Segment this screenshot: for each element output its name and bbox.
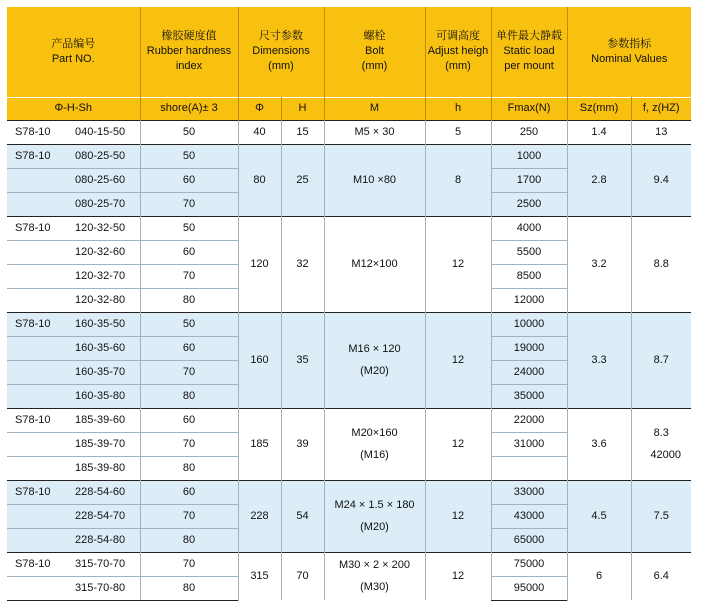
part-number-cell (7, 528, 140, 552)
part-number-cell (7, 168, 140, 192)
h-cell: 25 (281, 144, 324, 216)
part-number-cell (7, 264, 140, 288)
subheader-bolt-m: M (324, 97, 425, 120)
bolt-line: M12×100 (351, 258, 398, 270)
part-number-cell (7, 288, 140, 312)
header-rubber-hardness: 橡胶硬度值 Rubber hardness index (140, 7, 238, 97)
shore-cell: 60 (140, 408, 238, 432)
fz-cell (631, 144, 691, 216)
table-row (7, 216, 691, 240)
header-part-no: 产品编号 Part NO. (7, 7, 140, 97)
h-cell: 15 (281, 120, 324, 144)
shore-cell: 80 (140, 456, 238, 480)
part-series: S78-10 (15, 125, 51, 138)
subheader-h: H (281, 97, 324, 120)
part-number-cell (7, 384, 140, 408)
fz-line: 42000 (650, 449, 681, 461)
load-cell: 35000 (491, 384, 567, 408)
part-code: 120-32-60 (75, 245, 126, 258)
bolt-line: M16 × 120 (348, 343, 401, 355)
part-code: 160-35-70 (75, 365, 126, 378)
part-code: 228-54-60 (75, 485, 126, 498)
load-cell: 43000 (491, 504, 567, 528)
bolt-cell (324, 216, 425, 312)
part-code: 080-25-50 (75, 149, 126, 162)
adjust-cell: 12 (425, 216, 491, 312)
header-nominal-values: 参数指标 Nominal Values (567, 7, 691, 97)
part-code: 185-39-80 (75, 461, 126, 474)
part-code: 228-54-70 (75, 509, 126, 522)
fz-cell (631, 480, 691, 552)
bolt-line: M30 × 2 × 200 (339, 559, 410, 572)
part-series: S78-10 (15, 485, 51, 498)
load-cell: 1000 (491, 144, 567, 168)
shore-cell: 70 (140, 264, 238, 288)
table-row (7, 480, 691, 504)
shore-cell: 70 (140, 504, 238, 528)
part-code: 120-32-50 (75, 221, 126, 234)
part-number-cell (7, 216, 140, 240)
fz-cell (631, 552, 691, 600)
part-number-cell (7, 312, 140, 336)
part-number-cell (7, 192, 140, 216)
phi-cell: 40 (238, 120, 281, 144)
part-number-cell (7, 552, 140, 576)
part-code: 160-35-50 (75, 317, 126, 330)
bolt-cell (324, 408, 425, 480)
fz-cell (631, 216, 691, 312)
load-cell: 95000 (491, 576, 567, 600)
bolt-line: M5 × 30 (354, 126, 395, 138)
shore-cell: 50 (140, 312, 238, 336)
fz-line: 7.5 (653, 510, 669, 522)
part-number-cell (7, 336, 140, 360)
shore-cell: 50 (140, 144, 238, 168)
subheader-phi: Φ (238, 97, 281, 120)
load-cell: 1700 (491, 168, 567, 192)
table-row (7, 552, 691, 576)
header-adjust-height: 可调高度 Adjust heigh (mm) (425, 7, 491, 97)
shore-cell: 60 (140, 336, 238, 360)
part-series: S78-10 (15, 221, 51, 234)
part-code: 315-70-80 (75, 581, 126, 594)
load-cell: 2500 (491, 192, 567, 216)
phi-cell: 185 (238, 408, 281, 480)
part-series: S78-10 (15, 557, 51, 570)
bolt-line: (M20) (360, 365, 389, 377)
part-code: 185-39-60 (75, 413, 126, 426)
part-code: 120-32-80 (75, 293, 126, 306)
spec-table-body (7, 120, 691, 600)
part-number-cell (7, 432, 140, 456)
load-cell (491, 456, 567, 480)
shore-cell: 60 (140, 240, 238, 264)
load-cell: 75000 (491, 552, 567, 576)
subheader-shore: shore(A)± 3 (140, 97, 238, 120)
adjust-cell: 12 (425, 552, 491, 600)
part-series: S78-10 (15, 149, 51, 162)
fz-line: 6.4 (653, 570, 669, 583)
fz-line: 8.7 (653, 354, 669, 366)
part-code: 080-25-70 (75, 197, 126, 210)
bolt-line: M20×160 (351, 427, 398, 439)
shore-cell: 70 (140, 192, 238, 216)
part-code: 040-15-50 (75, 125, 126, 138)
sz-cell: 2.8 (567, 144, 631, 216)
h-cell: 54 (281, 480, 324, 552)
adjust-cell: 12 (425, 480, 491, 552)
load-cell: 12000 (491, 288, 567, 312)
bolt-line: M24 × 1.5 × 180 (334, 499, 415, 511)
bolt-line: (M30) (360, 581, 389, 594)
subheader-adjust-h: h (425, 97, 491, 120)
subheader-sz: Sz(mm) (567, 97, 631, 120)
part-number-cell (7, 240, 140, 264)
phi-cell: 80 (238, 144, 281, 216)
table-row (7, 144, 691, 168)
shore-cell: 70 (140, 360, 238, 384)
table-row (7, 408, 691, 432)
shore-cell: 80 (140, 384, 238, 408)
sz-cell: 3.2 (567, 216, 631, 312)
spec-table-container (7, 7, 691, 601)
shore-cell: 70 (140, 552, 238, 576)
h-cell: 70 (281, 552, 324, 600)
sz-cell: 4.5 (567, 480, 631, 552)
subheader-fmax: Fmax(N) (491, 97, 567, 120)
load-cell: 8500 (491, 264, 567, 288)
load-cell: 250 (491, 120, 567, 144)
phi-cell: 120 (238, 216, 281, 312)
part-series: S78-10 (15, 317, 51, 330)
sz-cell: 6 (567, 552, 631, 600)
bolt-cell (324, 144, 425, 216)
spec-table (7, 7, 691, 601)
shore-cell: 50 (140, 120, 238, 144)
part-code: 315-70-70 (75, 557, 126, 570)
part-number-cell (7, 408, 140, 432)
part-number-cell (7, 120, 140, 144)
adjust-cell: 8 (425, 144, 491, 216)
load-cell: 4000 (491, 216, 567, 240)
shore-cell: 60 (140, 168, 238, 192)
bolt-cell (324, 120, 425, 144)
shore-cell: 80 (140, 576, 238, 600)
h-cell: 32 (281, 216, 324, 312)
subheader-fz: f, z(HZ) (631, 97, 691, 120)
subheader-part: Φ-H-Sh (7, 97, 140, 120)
part-code: 160-35-80 (75, 389, 126, 402)
part-code: 228-54-80 (75, 533, 126, 546)
part-code: 080-25-60 (75, 173, 126, 186)
load-cell: 65000 (491, 528, 567, 552)
load-cell: 33000 (491, 480, 567, 504)
fz-cell (631, 312, 691, 408)
bolt-line: (M20) (360, 521, 389, 533)
bolt-cell (324, 552, 425, 600)
part-number-cell (7, 480, 140, 504)
part-code: 185-39-70 (75, 437, 126, 450)
load-cell: 22000 (491, 408, 567, 432)
part-number-cell (7, 360, 140, 384)
h-cell: 39 (281, 408, 324, 480)
table-row (7, 312, 691, 336)
bolt-line: (M16) (360, 449, 389, 461)
table-row (7, 120, 691, 144)
header-static-load: 单件最大静载 Static load per mount (491, 7, 567, 97)
load-cell: 24000 (491, 360, 567, 384)
shore-cell: 50 (140, 216, 238, 240)
shore-cell: 60 (140, 480, 238, 504)
part-number-cell (7, 504, 140, 528)
fz-line: 8.8 (653, 258, 669, 270)
load-cell: 10000 (491, 312, 567, 336)
part-code: 160-35-60 (75, 341, 126, 354)
part-series: S78-10 (15, 413, 51, 426)
fz-line: 13 (655, 126, 668, 138)
load-cell: 31000 (491, 432, 567, 456)
load-cell: 19000 (491, 336, 567, 360)
bolt-line: M10 ×80 (352, 174, 397, 186)
header-dimensions: 尺寸参数 Dimensions (mm) (238, 7, 324, 97)
bolt-cell (324, 312, 425, 408)
shore-cell: 80 (140, 528, 238, 552)
part-number-cell (7, 456, 140, 480)
shore-cell: 80 (140, 288, 238, 312)
shore-cell: 70 (140, 432, 238, 456)
sz-cell: 3.6 (567, 408, 631, 480)
sz-cell: 3.3 (567, 312, 631, 408)
bolt-cell (324, 480, 425, 552)
part-number-cell (7, 576, 140, 600)
adjust-cell: 5 (425, 120, 491, 144)
fz-line: 8.3 (653, 427, 669, 439)
fz-cell (631, 120, 691, 144)
adjust-cell: 12 (425, 408, 491, 480)
h-cell: 35 (281, 312, 324, 408)
phi-cell: 228 (238, 480, 281, 552)
sz-cell: 1.4 (567, 120, 631, 144)
phi-cell: 315 (238, 552, 281, 600)
load-cell: 5500 (491, 240, 567, 264)
fz-line: 9.4 (653, 174, 669, 186)
part-code: 120-32-70 (75, 269, 126, 282)
part-number-cell (7, 144, 140, 168)
fz-cell (631, 408, 691, 480)
adjust-cell: 12 (425, 312, 491, 408)
header-bolt: 螺栓 Bolt (mm) (324, 7, 425, 97)
phi-cell: 160 (238, 312, 281, 408)
